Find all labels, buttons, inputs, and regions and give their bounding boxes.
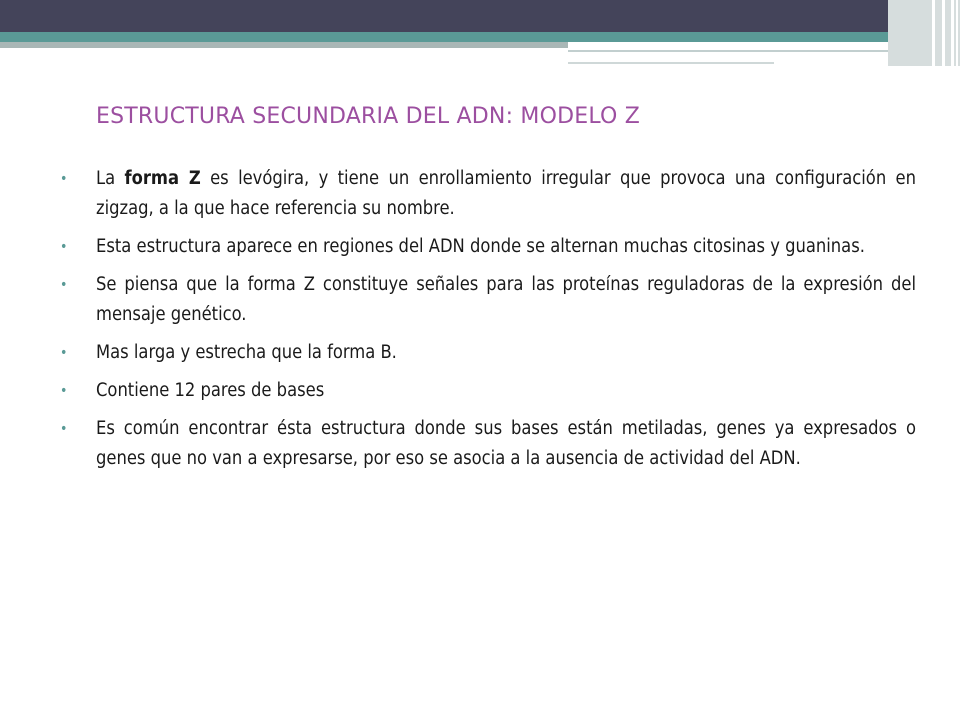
bullet-text: Contiene 12 pares de bases [96, 380, 325, 401]
header-corner-stripe [956, 0, 958, 66]
bullet-item [60, 164, 916, 224]
bullet-text: Es común encontrar ésta estructura donde sus bases están metiladas, genes ya expresados o genes que no van a expresarse, por eso se asocia a la ausencia de actividad del ADN. [96, 418, 916, 469]
bullet-item [60, 232, 916, 262]
bullet-icon: • [60, 277, 68, 293]
bullet-text: es levógira, y tiene un enrollamiento irregular que provoca una configuración en zigzag, a la que hace referencia su nombre. [96, 168, 916, 219]
bullet-icon: • [60, 383, 68, 399]
bullet-list [60, 164, 916, 482]
bullet-item [60, 338, 916, 368]
header-band-dark [0, 0, 960, 32]
slide-title: ESTRUCTURA SECUNDARIA DEL ADN: MODELO Z [96, 104, 640, 129]
header-corner-stripe [942, 0, 945, 66]
bullet-text: La [96, 168, 125, 189]
bullet-item [60, 414, 916, 474]
bullet-item [60, 270, 916, 330]
header-corner-stripe [932, 0, 935, 66]
bullet-text-bold: forma Z [124, 168, 201, 189]
bullet-icon: • [60, 345, 68, 361]
bullet-text: Esta estructura aparece en regiones del ADN donde se alternan muchas citosinas y guaninas. [96, 236, 865, 257]
bullet-icon: • [60, 171, 68, 187]
header-corner-block [888, 0, 960, 66]
bullet-text: Se piensa que la forma Z constituye señales para las proteínas reguladoras de la expresión del mensaje genético. [96, 274, 916, 325]
bullet-icon: • [60, 421, 68, 437]
header-band-teal [0, 32, 960, 42]
bullet-item [60, 376, 916, 406]
header-tab-line [568, 50, 888, 52]
bullet-text: Mas larga y estrecha que la forma B. [96, 342, 397, 363]
bullet-icon: • [60, 239, 68, 255]
header-tab-line [568, 62, 774, 64]
header-corner-stripe [951, 0, 954, 66]
